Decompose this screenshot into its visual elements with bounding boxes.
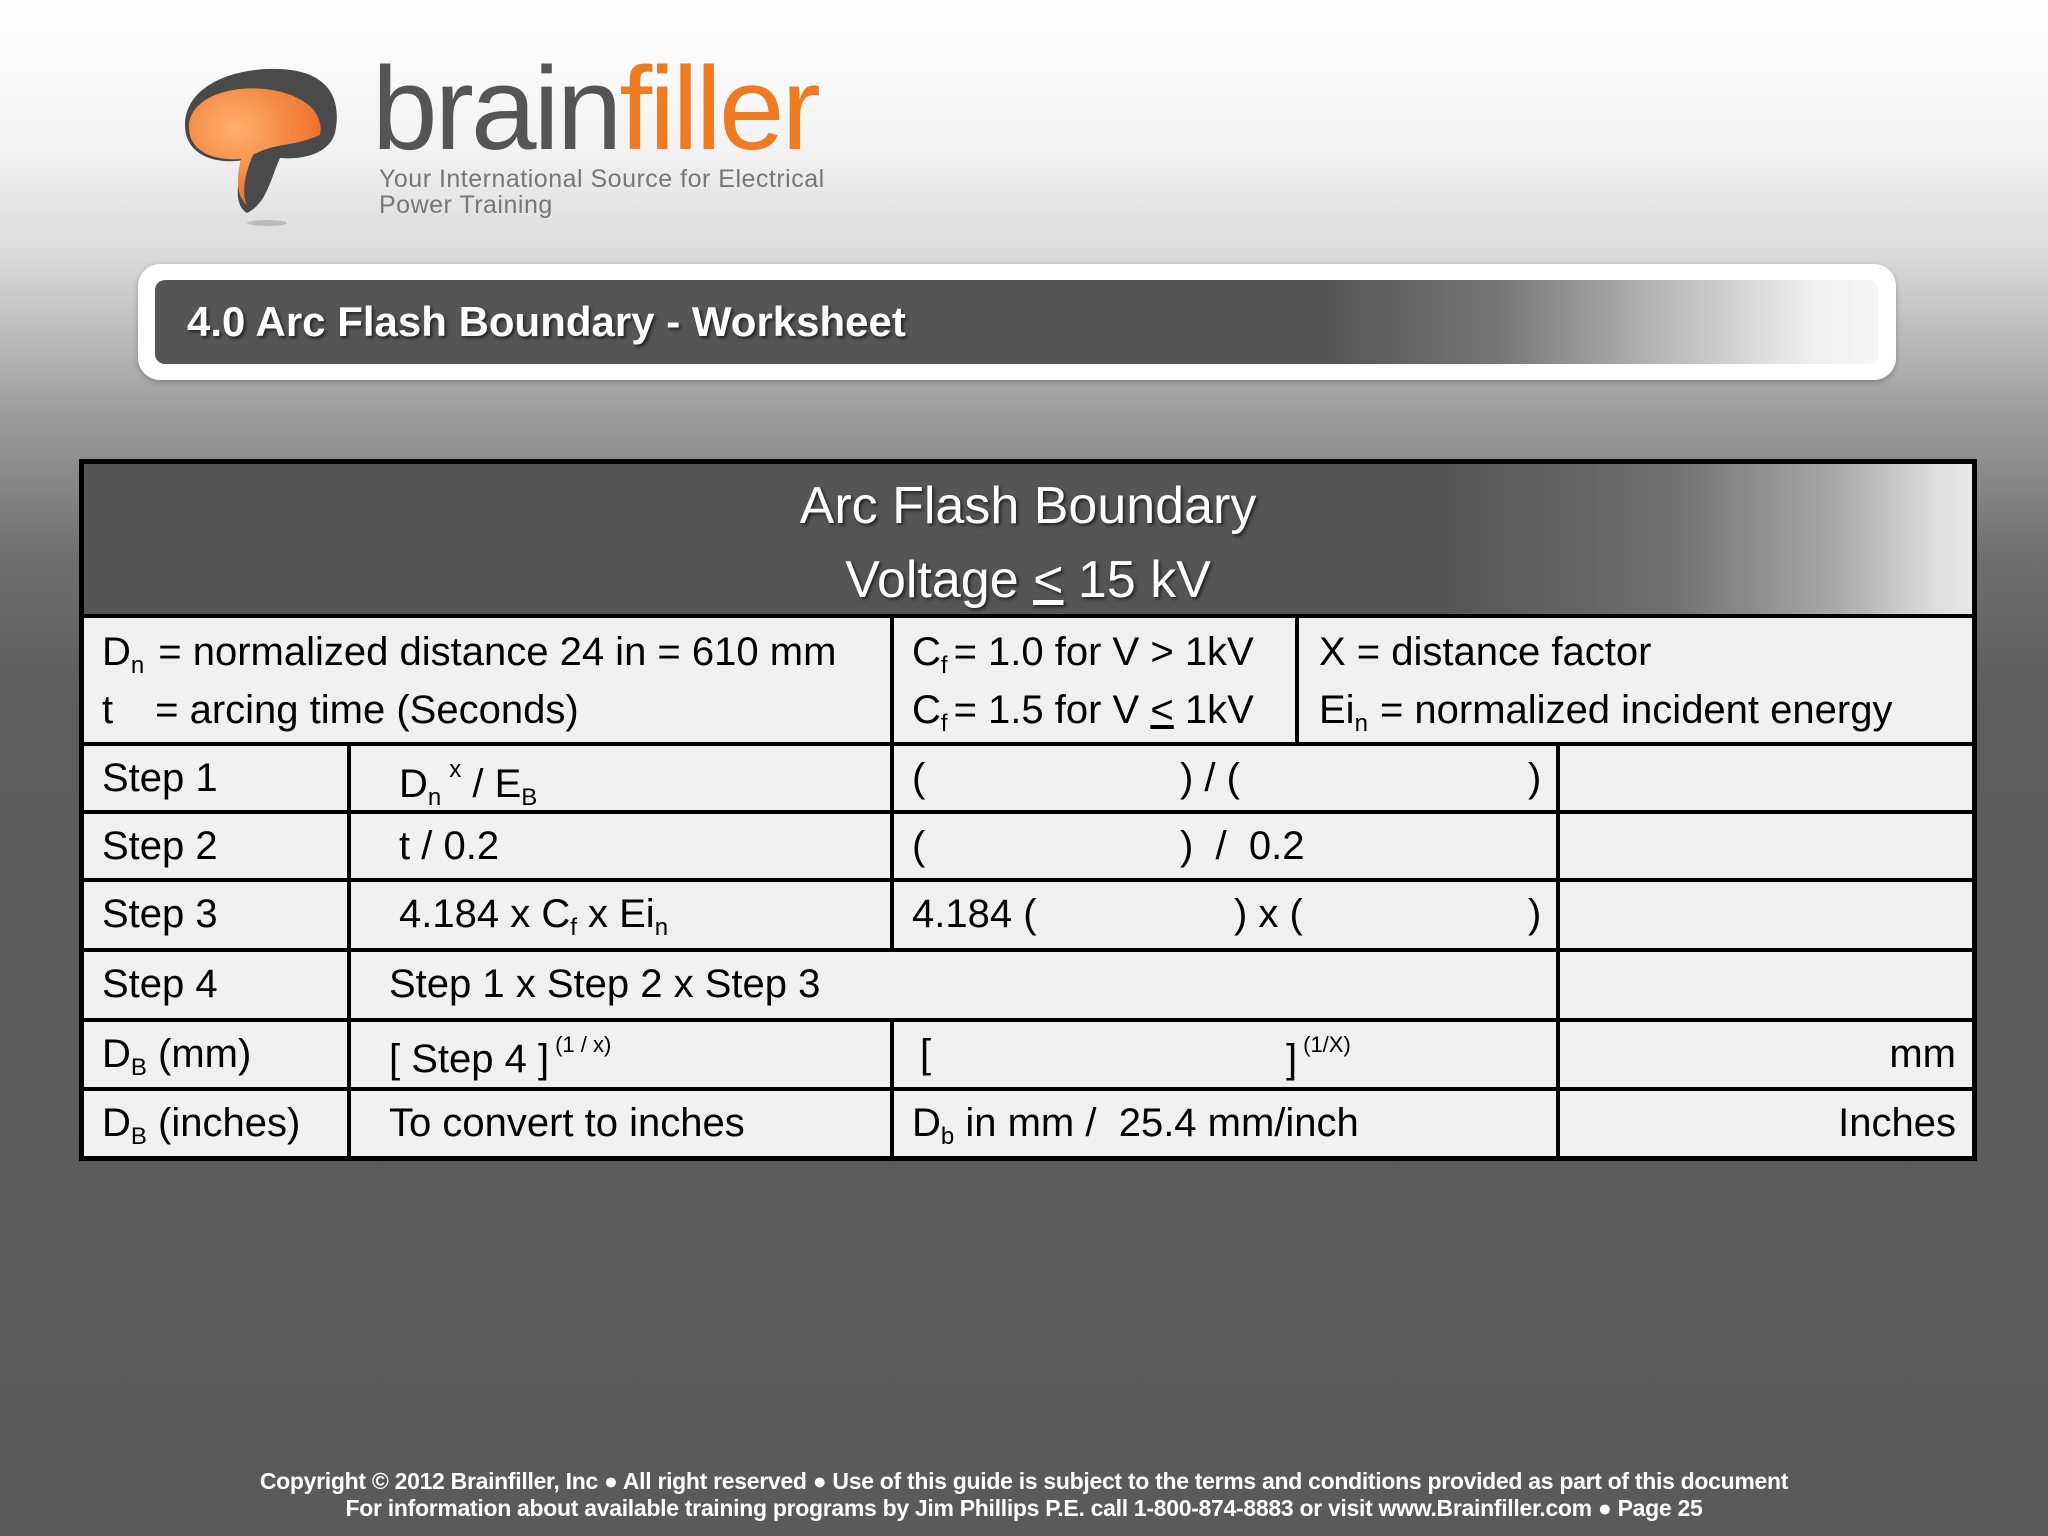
table-header bbox=[84, 464, 1972, 614]
step2-work-cell[interactable]: ( ) / 0.2 bbox=[894, 814, 1556, 878]
step1-work-cell[interactable]: ( ) / ( ) bbox=[894, 746, 1556, 810]
db-inches-result-cell[interactable]: Inches bbox=[1560, 1091, 1972, 1156]
brand-wordmark bbox=[372, 43, 818, 175]
step1-formula-cell: $D_n^x / E_B$ bbox=[351, 746, 890, 810]
brainfiller-logo-icon bbox=[175, 55, 350, 230]
step4-label-cell: Step 4 bbox=[84, 952, 347, 1018]
definitions-cell-3 bbox=[1299, 618, 1972, 742]
def-cf1: $C_f = 1.0$ for V > 1kV bbox=[912, 630, 1254, 679]
db-mm-result-cell[interactable]: mm bbox=[1560, 1022, 1972, 1087]
step4-result-cell[interactable] bbox=[1560, 952, 1972, 1018]
step2-formula-cell: t / 0.2 bbox=[351, 814, 890, 878]
step3-label-cell: Step 3 bbox=[84, 882, 347, 948]
definitions-cell-1 bbox=[84, 618, 890, 742]
def-t: t = arcing time (Seconds) bbox=[102, 688, 579, 732]
db-mm-formula-cell: [ Step 4 ] $^{(1 / x)}$ bbox=[351, 1022, 890, 1087]
footer-contact: For information about available training programs by Jim Phillips P.E. call 1-800-874-8883 or visit www.Brainfiller.com ● Page 25 bbox=[345, 1495, 1703, 1521]
def-cf2: $C_f = 1.5$ for V < 1kV bbox=[912, 688, 1254, 737]
brand-part1: brain bbox=[372, 43, 620, 175]
step4-formula-cell: Step 1 x Step 2 x Step 3 bbox=[351, 952, 1556, 1018]
step3-result-cell[interactable] bbox=[1560, 882, 1972, 948]
footer-copyright: Copyright © 2012 Brainfiller, Inc ● All right reserved ● Use of this guide is subject to the terms and conditions provided as part of this document bbox=[259, 1468, 1789, 1494]
step1-label-cell: Step 1 bbox=[84, 746, 347, 810]
db-mm-label-cell: $D_B$ (mm) bbox=[84, 1022, 347, 1087]
db-mm-work-cell[interactable]: [ ] $^{(1/X)}$ bbox=[894, 1022, 1556, 1087]
step3-work-cell[interactable]: 4.184 ( ) x ( ) bbox=[894, 882, 1556, 948]
section-title: 4.0 Arc Flash Boundary - Worksheet bbox=[187, 298, 906, 345]
def-ein: $Ei_n$ = normalized incident energy bbox=[1319, 688, 1893, 737]
table-subtitle: Voltage < 15 kV bbox=[845, 551, 1211, 609]
brand-part2: filler bbox=[619, 43, 818, 175]
definitions-cell-2 bbox=[894, 618, 1295, 742]
def-x: X = distance factor bbox=[1319, 630, 1652, 674]
step3-formula-cell: 4.184 x $C_f$ x $Ei_n$ bbox=[351, 882, 890, 948]
tagline: Your International Source for Electrical Power Training bbox=[379, 165, 825, 219]
def-dn: $D_n$ = normalized distance 24 in = 610 mm bbox=[102, 630, 837, 679]
step1-result-cell[interactable] bbox=[1560, 746, 1972, 810]
db-inches-label-cell: $D_B$ (inches) bbox=[84, 1091, 347, 1156]
table-title: Arc Flash Boundary bbox=[799, 477, 1257, 535]
step2-result-cell[interactable] bbox=[1560, 814, 1972, 878]
db-inches-work-cell: $D_b$ in mm / 25.4 mm/inch bbox=[894, 1091, 1556, 1156]
db-inches-formula-cell: To convert to inches bbox=[351, 1091, 890, 1156]
step2-label-cell: Step 2 bbox=[84, 814, 347, 878]
